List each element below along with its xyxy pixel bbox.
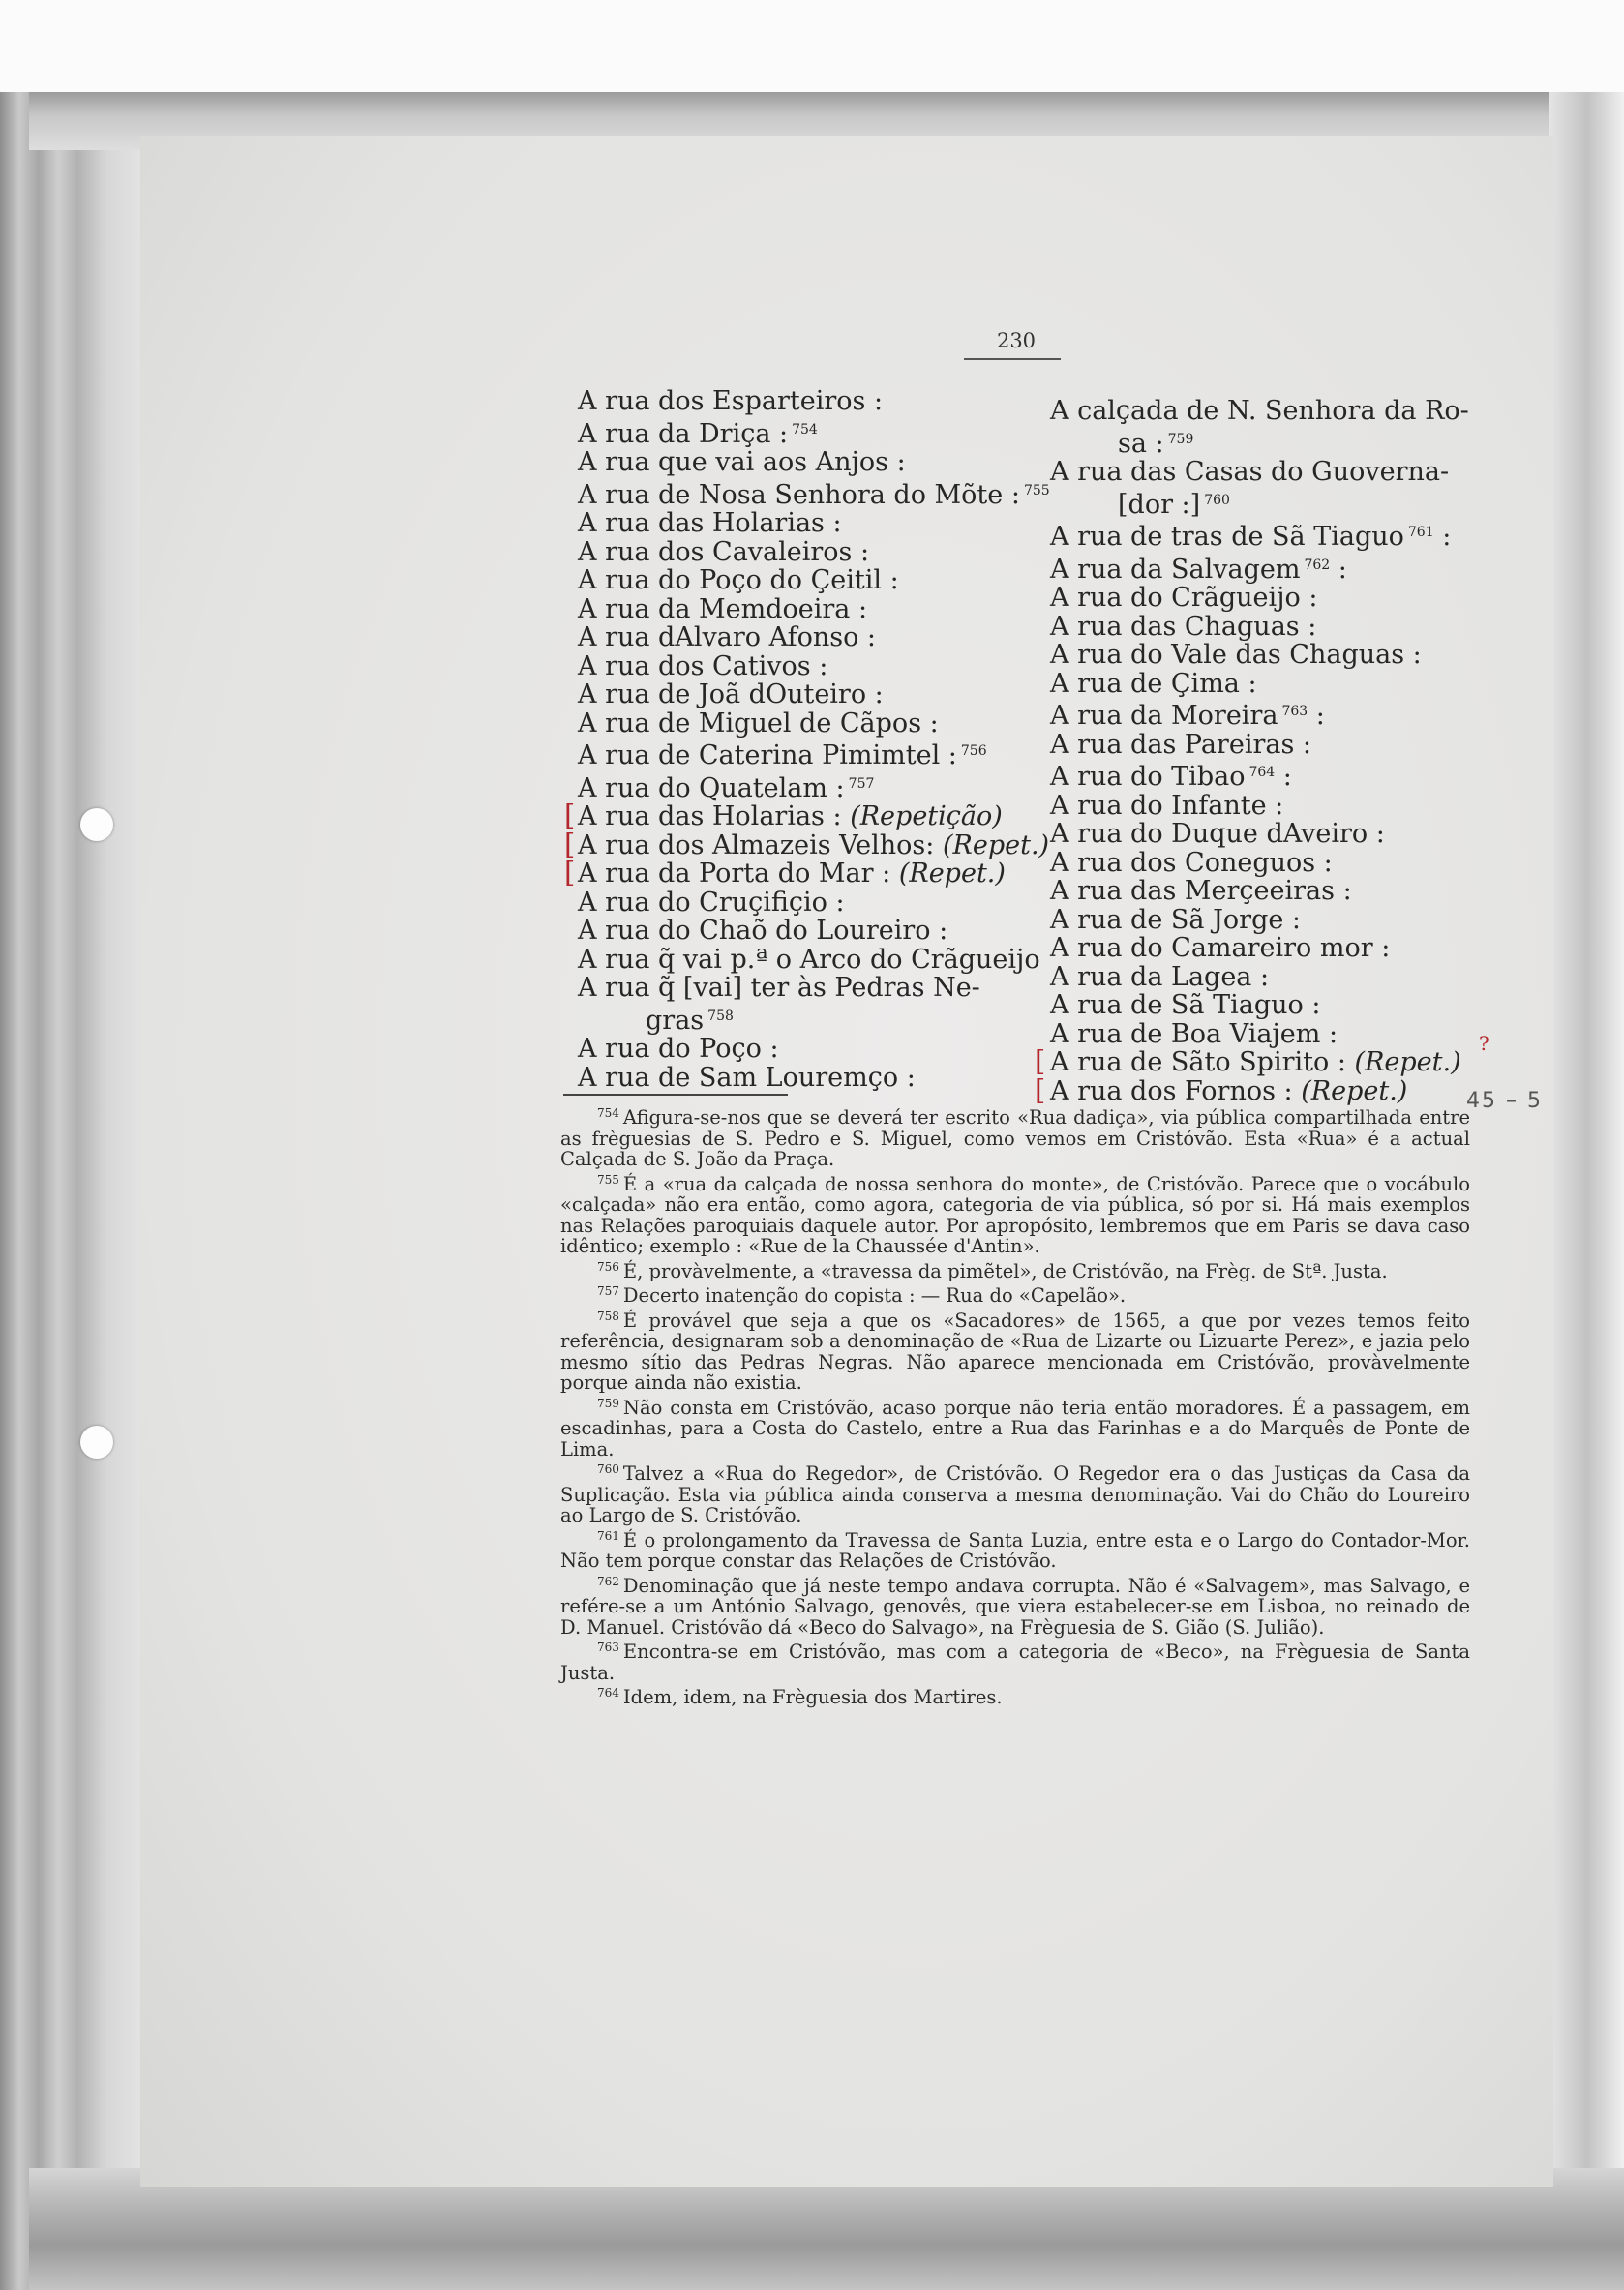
street-name-continuation: gras $^{758}$ (646, 1005, 734, 1036)
street-name: A rua do Chaõ do Loureiro : (578, 916, 948, 946)
street-name: A rua de Miguel de Cãpos : (578, 708, 939, 738)
footnote-text: Decerto inatenção do copista : — Rua do «Capelão». (622, 1284, 1127, 1307)
footnote-text: Denominação que já neste tempo andava corrupta. Não é «Salvagem», mas Salvago, e refére-se a um António Salvago, genovês, que viera estabelecer-se em Lisboa, no reinado de D. Manuel. Cristóvão dá «Beco do Salvago», na Frèguesia de S. Gião (S. Julião). (560, 1574, 1470, 1639)
footnote-text: Não consta em Cristóvão, acaso porque não teria então moradores. É a passagem, em escadinhas, para a Costa do Castelo, entre a Rua das Farinhas e a do Marquês de Ponte de Lima. (560, 1396, 1470, 1461)
street-entry (1050, 458, 1486, 519)
street-entry (578, 509, 1033, 538)
footnote-number: 754 (597, 1106, 619, 1120)
street-entry (1050, 731, 1486, 760)
street-name: A rua do Infante : (1050, 790, 1284, 821)
footnote-ref: 755 (1023, 482, 1050, 498)
street-name: A rua das Merçeeiras : (1050, 876, 1352, 906)
footnote-number: 764 (597, 1686, 619, 1700)
footnote-text: Talvez a «Rua do Regedor», de Cristóvão. O Regedor era o das Justiças da Casa da Suplicação. Esta via pública ainda conserva a mesma denominação. Vai do Chão do Loureiro ao Largo de S. Cristóvão. (560, 1462, 1470, 1526)
street-name: A rua q̃ vai p.ª o Arco do Crãgueijo (578, 944, 1040, 975)
street-entry (1050, 934, 1486, 963)
footnote-ref: 764 (1248, 765, 1276, 780)
footnote-number: 759 (597, 1396, 619, 1410)
footnote (560, 1572, 1470, 1639)
street-entry (578, 595, 1033, 624)
footnote-number: 760 (597, 1462, 619, 1476)
footnote-number: 761 (597, 1528, 619, 1543)
street-entry (1050, 877, 1486, 906)
street-name: A rua das Pareiras : (1050, 729, 1311, 760)
street-punct: : (1315, 701, 1325, 731)
street-entry (578, 709, 1033, 738)
footnote (560, 1257, 1470, 1282)
street-entry (1050, 963, 1486, 992)
street-name: A rua das Holarias : (578, 508, 842, 538)
page-number-rule (964, 358, 1061, 360)
street-name: A rua dos Almazeis Velhos: (578, 829, 935, 860)
footnote (560, 1683, 1470, 1708)
street-entry (578, 859, 1033, 889)
street-name: A rua dos Fornos : (1050, 1075, 1293, 1106)
street-entry (578, 680, 1033, 709)
footnote-number: 762 (597, 1574, 619, 1588)
footnote-ref: 762 (1304, 557, 1331, 573)
street-name: A rua do Tibao (1050, 762, 1246, 792)
street-entry (578, 889, 1033, 918)
book-edge-right (1549, 92, 1624, 2290)
street-entry (1050, 849, 1486, 878)
street-name: A rua dos Esparteiros : (578, 386, 884, 416)
street-name: A rua dos Coneguos : (1050, 847, 1333, 878)
street-name: A rua dAlvaro Afonso : (578, 622, 877, 652)
footnote-ref: 757 (848, 775, 875, 792)
street-name: A rua de Joã dOuteiro : (578, 679, 884, 709)
street-entry (578, 387, 1033, 416)
street-name: A rua de Çima : (1050, 668, 1257, 699)
street-entry (1050, 670, 1486, 699)
street-punct: : (1442, 522, 1452, 552)
street-name: A rua q̃ [vai] ter às Pedras Ne- (578, 973, 980, 1003)
repetition-note: (Repet.) (898, 859, 1006, 889)
street-name: A rua do Crãgueijo : (1050, 583, 1318, 613)
street-entry (1050, 698, 1486, 731)
red-pencil-mark: ? (1479, 1032, 1489, 1055)
street-name: A rua de Nosa Senhora do Mõte : (578, 479, 1020, 510)
street-name: A rua do Camareiro mor : (1050, 933, 1391, 963)
street-entry (578, 829, 1050, 860)
street-list-right (1050, 397, 1486, 1105)
street-entry (1050, 584, 1486, 613)
street-name-continuation: sa : $^{759}$ (1118, 428, 1194, 459)
repetition-note: (Repet.) (1354, 1047, 1461, 1077)
street-entry (578, 477, 1050, 510)
footnote (560, 1460, 1470, 1526)
footnote-text: É a «rua da calçada de nossa senhora do monte», de Cristóvão. Parece que o vocábulo «calçada» não era então, como agora, categoria de via pública, só por si. Há mais exemplos nas Relações paroquiais daquele autor. Por apropósito, lembremos que em Paris se dava caso idêntico; exemplo : «Rue de la Chaussée d'Antin». (560, 1172, 1470, 1257)
street-entry (1050, 519, 1486, 552)
footnote-text: Idem, idem, na Frèguesia dos Martires. (622, 1686, 1003, 1708)
footnote-number: 758 (597, 1309, 619, 1323)
footnote-ref: 761 (1407, 525, 1434, 540)
street-name: A rua de Sãto Spirito : (1050, 1047, 1346, 1077)
street-name: A rua dos Cativos : (578, 650, 828, 681)
street-name: A rua das Casas do Guoverna- (1050, 457, 1450, 487)
footnote-text: Encontra-se em Cristóvão, mas com a categoria de «Beco», na Frèguesia de Santa Justa. (560, 1641, 1470, 1684)
street-name: A rua de Caterina Pimimtel : (578, 740, 957, 770)
footnotes (560, 1103, 1470, 1708)
street-entry (1050, 641, 1486, 670)
page-number: 230 (996, 329, 1037, 352)
street-name: A rua que vai aos Anjos : (578, 447, 906, 477)
street-entry (1050, 1048, 1486, 1077)
street-name: A rua do Quatelam : (578, 772, 845, 803)
street-entry (578, 416, 1033, 449)
street-entry (578, 1064, 1033, 1093)
street-name: A rua de Sã Jorge : (1050, 904, 1302, 935)
street-name: A rua da Moreira (1050, 701, 1278, 731)
street-entry (578, 652, 1033, 681)
street-entry (1050, 1020, 1486, 1049)
footnote-ref: 758 (707, 1008, 734, 1024)
footnote-text: É, provàvelmente, a «travessa da pimẽtel», de Cristóvão, na Frèg. de Stª. Justa. (622, 1259, 1388, 1282)
footnote (560, 1394, 1470, 1461)
punch-hole-top (80, 808, 113, 841)
street-name: A rua dos Cavaleiros : (578, 536, 870, 567)
street-entry (1050, 991, 1486, 1020)
street-entry (578, 623, 1033, 652)
footnote-text: É o prolongamento da Travessa de Santa Luzia, entre esta e o Largo do Contador-Mor. Não tem porque constar das Relações de Cristóvão. (560, 1528, 1470, 1572)
street-entry (1050, 613, 1486, 642)
footnote-ref: 760 (1204, 492, 1230, 508)
street-name: A rua da Memdoeira : (578, 593, 868, 624)
repetition-note: (Repet.) (1301, 1075, 1408, 1106)
street-name: A rua de Boa Viajem : (1050, 1018, 1338, 1049)
street-entry (1050, 759, 1486, 792)
street-name: A rua do Poço do Çeitil : (578, 565, 899, 595)
footnote-text: É provável que seja a que os «Sacadores» de 1565, a que por vezes temos feito referência, designaram sob a denominação de «Rua de Lizarte ou Lizuarte Perez», e jazia pelo mesmo sítio das Pedras Negras. Não aparece mencionada em Cristóvão, provàvelmente porque ainda não existia. (560, 1309, 1470, 1394)
footnote-ref: 754 (792, 421, 818, 437)
street-name: A rua da Porta do Mar : (578, 859, 891, 889)
street-entry (1050, 552, 1486, 585)
street-entry (578, 448, 1033, 477)
street-entry (578, 538, 1033, 567)
footnote-number: 755 (597, 1172, 619, 1187)
footnote-divider (563, 1094, 788, 1096)
street-name: A rua da Lagea : (1050, 961, 1270, 992)
street-name: A rua da Salvagem (1050, 554, 1301, 585)
footnote-ref: 763 (1281, 704, 1308, 719)
street-name: A rua do Vale das Chaguas : (1050, 640, 1422, 670)
street-entry (578, 917, 1033, 946)
footnote-ref: 759 (1167, 431, 1194, 447)
street-name-continuation: [dor :] $^{760}$ (1118, 489, 1230, 520)
street-entry (578, 802, 1033, 831)
street-entry (1050, 906, 1486, 935)
street-name: A rua do Duque dAveiro : (1050, 819, 1385, 849)
street-entry (578, 566, 1033, 595)
street-entry (1050, 820, 1486, 849)
street-name: A rua das Chaguas : (1050, 611, 1317, 642)
street-name: A rua de Sam Louremço : (578, 1062, 916, 1093)
repetition-note: (Repetição) (850, 801, 1003, 831)
street-entry (1050, 792, 1486, 821)
footnote-number: 757 (597, 1284, 619, 1298)
street-entry (578, 738, 1033, 770)
punch-hole-bottom (80, 1426, 113, 1459)
street-name: A rua de tras de Sã Tiaguo (1050, 522, 1404, 552)
footnote (560, 1638, 1470, 1683)
street-name: A rua do Cruçifiçio : (578, 887, 845, 918)
street-punct: : (1282, 762, 1292, 792)
street-entry (578, 944, 1040, 975)
footnote (560, 1170, 1470, 1257)
footnote (560, 1307, 1470, 1394)
street-list-left (578, 386, 1050, 1093)
street-entry (578, 770, 1033, 803)
margin-note: 45 – 5 (1466, 1089, 1543, 1113)
footnote-text: Afigura-se-nos que se deverá ter escrito «Rua dadiça», via pública compartilhada entre as frèguesias de S. Pedro e S. Miguel, como vemos em Cristóvão. Esta «Rua» é a actual Calçada de S. João da Praça. (560, 1106, 1470, 1170)
street-entry (1050, 397, 1486, 458)
street-entry (1050, 1077, 1486, 1106)
street-name: A rua das Holarias : (578, 801, 842, 831)
street-name: A rua do Poço : (578, 1034, 779, 1064)
repetition-note: (Repet.) (942, 829, 1050, 860)
street-entry (578, 974, 1033, 1035)
street-name: A rua de Sã Tiaguo : (1050, 990, 1321, 1020)
street-name: A rua da Driça : (578, 418, 789, 449)
footnote (560, 1526, 1470, 1572)
footnote (560, 1281, 1470, 1307)
street-entry (578, 1035, 1033, 1064)
footnote-ref: 756 (960, 743, 987, 759)
street-name: A calçada de N. Senhora da Ro- (1050, 396, 1469, 426)
footnote (560, 1103, 1470, 1170)
footnote-number: 756 (597, 1259, 619, 1274)
street-punct: : (1338, 554, 1347, 585)
footnote-number: 763 (597, 1641, 619, 1654)
